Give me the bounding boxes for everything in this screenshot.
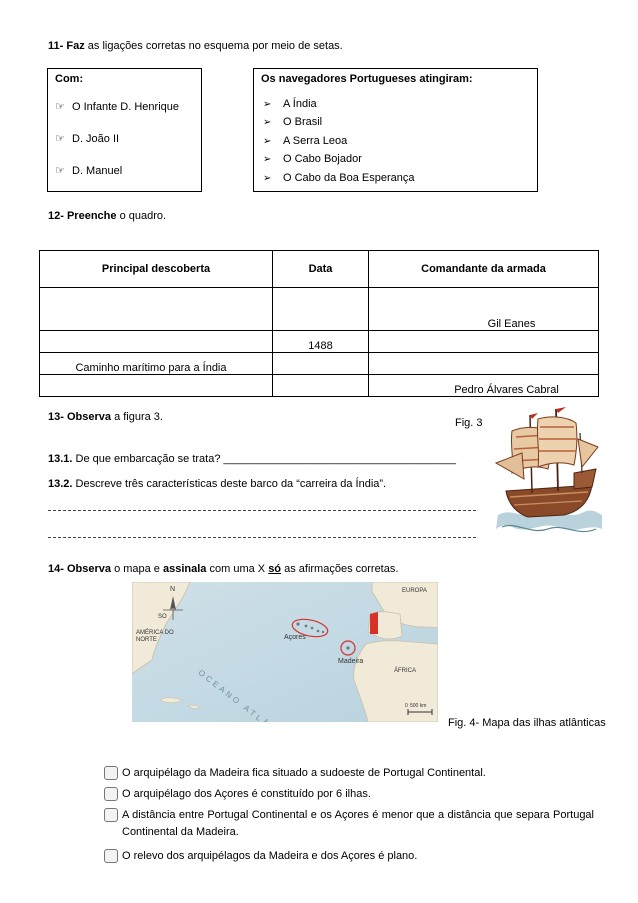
q11-text: as ligações corretas no esquema por meio de setas. (87, 40, 343, 52)
table-cell: Pedro Álvares Cabral (369, 375, 599, 397)
map-label-azores: Açores (284, 634, 306, 641)
answer-option: O arquipélago da Madeira fica situado a sudoeste de Portugal Continental. (104, 765, 594, 782)
answer-line[interactable] (48, 510, 476, 511)
answer-option: O arquipélago dos Açores é constituído por 6 ilhas. (104, 786, 594, 803)
table-cell: 1488 (273, 331, 369, 353)
map-label-madeira: Madeira (338, 658, 364, 665)
q13-instruction (48, 411, 163, 423)
q13-1-question (48, 453, 456, 465)
q13-number: 13- (48, 411, 64, 423)
q11-right-item[interactable]: ➢ A Serra Leoa (263, 135, 348, 147)
answer-option: A distância entre Portugal Continental e os Açores é menor que a distância que separa Portugal Continental da Madeira. (104, 807, 594, 841)
table-cell[interactable] (273, 309, 369, 331)
q11-left-item[interactable]: ☞ D. Manuel (55, 165, 123, 177)
checkbox[interactable] (104, 849, 118, 863)
table-header-cell: Comandante da armada (369, 251, 599, 288)
q13-2-number: 13.2. (48, 478, 73, 490)
map-label-north-america: AMÉRICA DO NORTE (136, 630, 174, 643)
table-cell[interactable] (40, 375, 273, 397)
q11-left-item[interactable]: ☞ D. João II (55, 133, 120, 145)
discoveries-table (39, 250, 599, 397)
q13-1-text: De que embarcação se trata? ______________________________________ (75, 453, 456, 465)
q14-only: só (268, 563, 282, 575)
checkbox[interactable] (104, 808, 118, 822)
table-row (40, 331, 599, 353)
q11-instruction (48, 40, 343, 52)
map-label-europe: EUROPA (402, 588, 427, 594)
q11-number: 11- (48, 40, 64, 52)
q13-2-text: Descreve três características deste barco da “carreira da Índia”. (75, 478, 387, 490)
q11-right-item[interactable]: ➢ A Índia (263, 98, 317, 110)
checkbox[interactable] (104, 787, 118, 801)
checkbox[interactable] (104, 766, 118, 780)
fig4-caption: Fig. 4- Mapa das ilhas atlânticas (448, 717, 606, 729)
q13-2-question (48, 478, 386, 490)
table-cell: Caminho marítimo para a Índia (40, 353, 273, 375)
q11-verb: Faz (66, 40, 85, 52)
answer-option: O relevo dos arquipélagos da Madeira e dos Açores é plano. (104, 848, 594, 865)
q11-right-box (253, 68, 538, 192)
q14-verb2: assinala (163, 563, 207, 575)
table-cell: Gil Eanes (369, 309, 599, 331)
table-header-cell: Data (273, 251, 369, 288)
arrow-bullet-icon: ➢ (263, 117, 272, 128)
q13-verb: Observa (66, 411, 111, 423)
q11-right-heading: Os navegadores Portugueses atingiram: (261, 73, 473, 85)
table-cell[interactable] (273, 353, 369, 375)
scale-zero-label: 0 (405, 703, 408, 709)
pointing-hand-icon: ☞ (55, 101, 65, 113)
q12-verb: Preenche (66, 210, 117, 222)
caravel-illustration (492, 403, 604, 545)
table-cell[interactable] (369, 331, 599, 353)
table-cell[interactable] (40, 309, 273, 331)
q14-instruction: 14- Observa o mapa e assinala com uma X só as afirmações corretas. (48, 563, 399, 575)
answer-line[interactable] (48, 537, 476, 538)
table-header-cell: Principal descoberta (40, 251, 273, 288)
arrow-bullet-icon: ➢ (263, 154, 272, 165)
q11-right-item[interactable]: ➢ O Brasil (263, 116, 323, 128)
pointing-hand-icon: ☞ (55, 165, 65, 177)
map-label-africa: ÁFRICA (394, 668, 417, 674)
q14-number: 14- (48, 563, 64, 575)
table-row (40, 375, 599, 397)
table-cell[interactable] (40, 331, 273, 353)
table-row (40, 309, 599, 331)
pointing-hand-icon: ☞ (55, 133, 65, 145)
q11-left-box (47, 68, 202, 192)
arrow-bullet-icon: ➢ (263, 136, 272, 147)
compass-so-label: SO (158, 614, 167, 620)
q12-number: 12- (48, 210, 64, 222)
table-row (40, 288, 599, 310)
q13-1-number: 13.1. (48, 453, 73, 465)
arrow-bullet-icon: ➢ (263, 99, 272, 110)
compass-north-label: N (170, 586, 176, 593)
arrow-bullet-icon: ➢ (263, 173, 272, 184)
q11-right-item[interactable]: ➢ O Cabo da Boa Esperança (263, 172, 415, 184)
atlantic-islands-map (132, 582, 438, 722)
table-cell[interactable] (273, 375, 369, 397)
q11-right-item[interactable]: ➢ O Cabo Bojador (263, 153, 362, 165)
q14-verb: Observa (66, 563, 111, 575)
q12-instruction (48, 210, 166, 222)
q12-text: o quadro. (119, 210, 167, 222)
map-graphic (132, 582, 438, 722)
table-cell[interactable] (369, 353, 599, 375)
table-header-row (40, 251, 599, 288)
scale-km-label: 500 km (410, 703, 427, 709)
table-row (40, 353, 599, 375)
fig3-label: Fig. 3 (455, 417, 483, 429)
q11-left-item[interactable]: ☞ O Infante D. Henrique (55, 101, 180, 113)
q13-text: a figura 3. (114, 411, 163, 423)
q11-left-heading: Com: (55, 73, 84, 85)
